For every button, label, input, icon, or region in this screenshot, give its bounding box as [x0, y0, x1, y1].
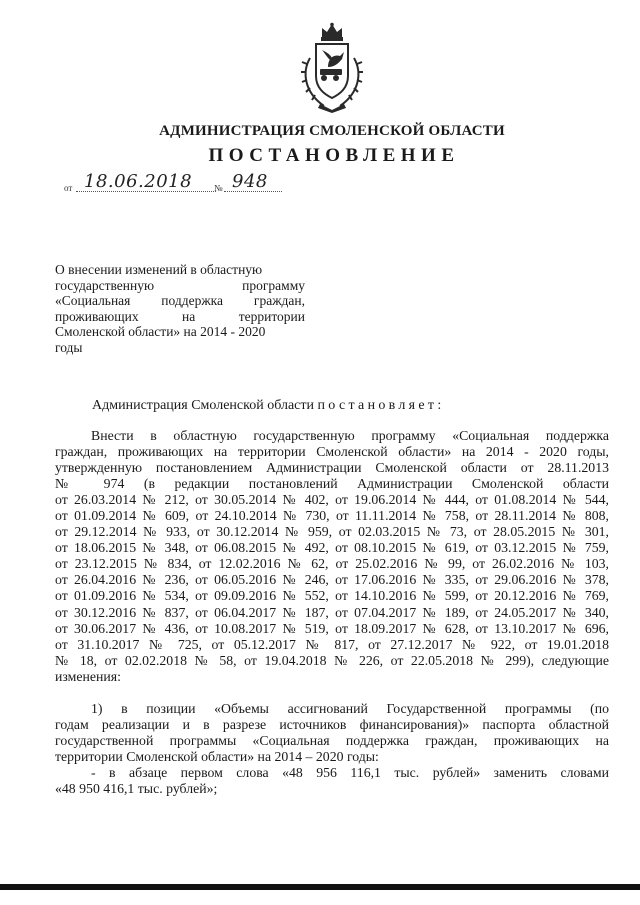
subject-line: проживающих на территории: [55, 308, 305, 324]
item-line: годам реализации и в разрезе источников финансирования)» паспорта областной: [55, 717, 609, 733]
scan-edge-bar: [0, 884, 640, 890]
body-line: граждан, проживающих на территории Смоленской области» на 2014 - 2020 годы,: [55, 444, 609, 460]
item-line: государственной программы «Социальная поддержка граждан, проживающих на: [55, 733, 609, 749]
document-type-title: ПОСТАНОВЛЕНИЕ: [208, 145, 460, 166]
body-line: от 31.10.2017 № 725, от 05.12.2017 № 817, от 27.12.2017 № 922, от 19.01.2018: [55, 636, 609, 652]
item-line: - в абзаце первом слова «48 956 116,1 тыс. рублей» заменить словами: [91, 765, 609, 781]
body-paragraph: [55, 428, 609, 685]
body-line: от 26.04.2016 № 236, от 06.05.2016 № 246, от 17.06.2016 № 335, от 29.06.2016 № 378,: [55, 572, 609, 588]
body-line: № 18, от 02.02.2018 № 58, от 19.04.2018 № 226, от 22.05.2018 № 299), следующие: [55, 652, 609, 668]
number-prefix: №: [214, 183, 223, 193]
body-line: от 30.12.2016 № 837, от 06.04.2017 № 187, от 07.04.2017 № 189, от 24.05.2017 № 340,: [55, 604, 609, 620]
number-underline: [224, 191, 282, 192]
body-line: от 23.12.2015 № 834, от 12.02.2016 № 62, от 25.02.2016 № 99, от 26.02.2016 № 103,: [55, 556, 609, 572]
body-line: от 29.12.2014 № 933, от 30.12.2014 № 959, от 02.03.2015 № 73, от 28.05.2015 № 301,: [55, 524, 609, 540]
item-line: 1) в позиции «Объемы ассигнований Государственной программы (по: [91, 701, 609, 716]
handwritten-date: 18.06.2018: [84, 171, 193, 192]
body-line: от 01.09.2014 № 609, от 24.10.2014 № 730, от 11.11.2014 № 758, от 28.11.2014 № 808,: [55, 508, 609, 524]
body-line: утвержденную постановлением Администрации Смоленской области от 28.11.2013: [55, 460, 609, 476]
body-line: от 18.06.2015 № 348, от 06.08.2015 № 492, от 08.10.2015 № 619, от 03.12.2015 № 759,: [55, 540, 609, 556]
preamble-text: Администрация Смоленской области: [92, 398, 315, 413]
body-line: Внести в областную государственную программу «Социальная поддержка: [91, 428, 609, 443]
document-subject: [55, 262, 305, 355]
body-line: № 974 (в редакции постановлений Администрации Смоленской области: [55, 476, 609, 492]
preamble: [92, 398, 445, 414]
body-line: от 26.03.2014 № 212, от 30.05.2014 № 402, от 19.06.2014 № 444, от 01.08.2014 № 544,: [55, 492, 609, 508]
body-line: от 30.06.2017 № 436, от 10.08.2017 № 519, от 18.09.2017 № 628, от 13.10.2017 № 696,: [55, 620, 609, 636]
subject-line: годы: [55, 339, 83, 355]
amendment-item-1: [55, 701, 609, 798]
body-line: от 01.09.2016 № 534, от 09.09.2016 № 552, от 14.10.2016 № 599, от 20.12.2016 № 769,: [55, 588, 609, 604]
preamble-resolves: постановляет:: [317, 398, 445, 413]
handwritten-number: 948: [232, 171, 268, 192]
subject-line: государственную программу: [55, 277, 305, 293]
subject-line: О внесении изменений в областную: [55, 262, 263, 277]
coat-of-arms-emblem: [300, 22, 364, 114]
organization-name: АДМИНИСТРАЦИЯ СМОЛЕНСКОЙ ОБЛАСТИ: [159, 123, 505, 139]
document-date-number: [64, 173, 304, 197]
item-line: «48 950 416,1 тыс. рублей»;: [55, 781, 218, 797]
body-line: изменения:: [55, 668, 121, 684]
item-line: территории Смоленской области» на 2014 – 2020 годы:: [55, 749, 379, 765]
date-underline: [76, 191, 216, 192]
subject-line: «Социальная поддержка граждан,: [55, 293, 305, 308]
date-prefix: от: [64, 183, 73, 193]
subject-line: Смоленской области» на 2014 - 2020: [55, 324, 266, 339]
